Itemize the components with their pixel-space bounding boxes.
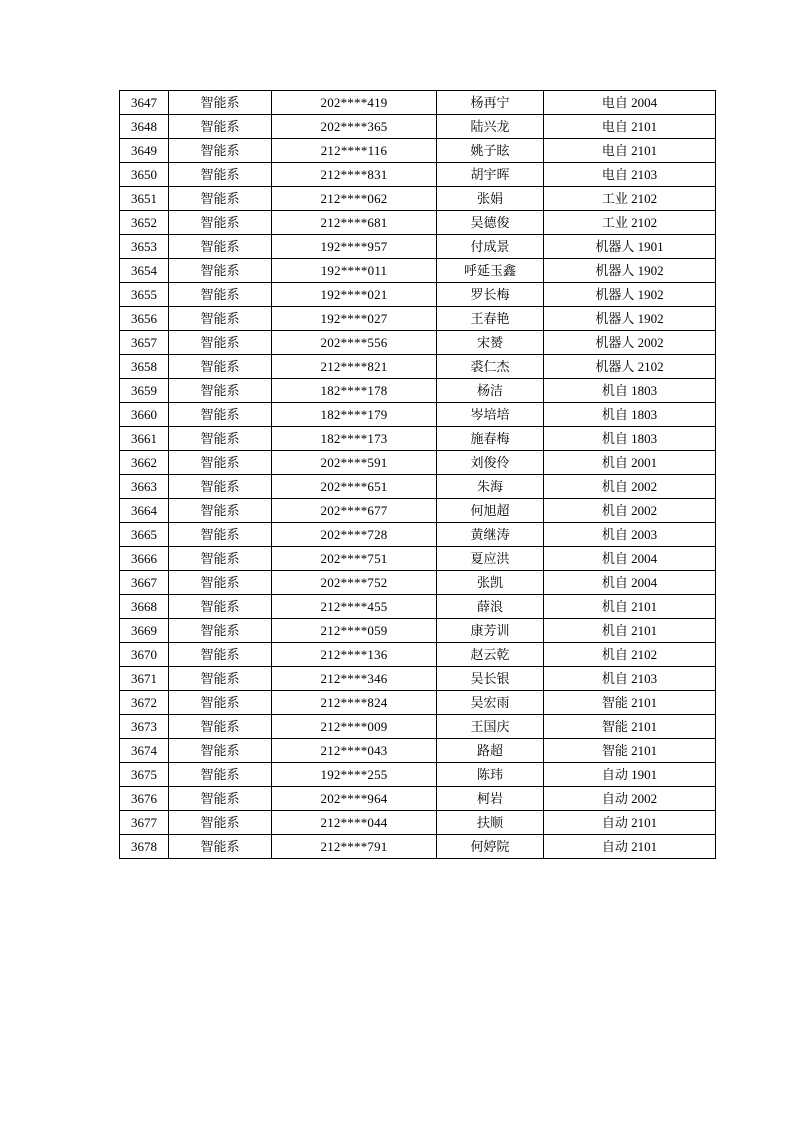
cell-department: 智能系: [169, 835, 272, 859]
cell-id-number: 182****179: [272, 403, 437, 427]
cell-id-number: 212****455: [272, 595, 437, 619]
table-row: [120, 187, 716, 211]
cell-student-name: 黄继涛: [437, 523, 544, 547]
cell-class: 机自 2002: [544, 475, 716, 499]
cell-class: 机器人 2002: [544, 331, 716, 355]
cell-sequence: 3651: [120, 187, 169, 211]
cell-id-number: 212****044: [272, 811, 437, 835]
cell-department: 智能系: [169, 211, 272, 235]
cell-id-number: 212****831: [272, 163, 437, 187]
cell-sequence: 3662: [120, 451, 169, 475]
cell-student-name: 张娟: [437, 187, 544, 211]
cell-class: 机自 2002: [544, 499, 716, 523]
cell-student-name: 张凯: [437, 571, 544, 595]
cell-id-number: 192****027: [272, 307, 437, 331]
cell-department: 智能系: [169, 499, 272, 523]
cell-id-number: 192****957: [272, 235, 437, 259]
table-row: [120, 595, 716, 619]
cell-student-name: 王国庆: [437, 715, 544, 739]
cell-class: 机自 2003: [544, 523, 716, 547]
table-row: [120, 811, 716, 835]
table-row: [120, 403, 716, 427]
table-row: [120, 835, 716, 859]
cell-class: 机自 1803: [544, 379, 716, 403]
cell-class: 智能 2101: [544, 739, 716, 763]
cell-sequence: 3677: [120, 811, 169, 835]
cell-department: 智能系: [169, 547, 272, 571]
cell-sequence: 3672: [120, 691, 169, 715]
cell-department: 智能系: [169, 763, 272, 787]
cell-student-name: 夏应洪: [437, 547, 544, 571]
cell-id-number: 192****021: [272, 283, 437, 307]
cell-id-number: 202****556: [272, 331, 437, 355]
cell-id-number: 212****136: [272, 643, 437, 667]
cell-id-number: 212****059: [272, 619, 437, 643]
cell-department: 智能系: [169, 739, 272, 763]
cell-sequence: 3653: [120, 235, 169, 259]
cell-student-name: 姚子眩: [437, 139, 544, 163]
cell-class: 电自 2103: [544, 163, 716, 187]
cell-sequence: 3648: [120, 115, 169, 139]
table-row: [120, 787, 716, 811]
table-row: [120, 91, 716, 115]
cell-sequence: 3673: [120, 715, 169, 739]
table-row: [120, 451, 716, 475]
cell-department: 智能系: [169, 451, 272, 475]
cell-sequence: 3657: [120, 331, 169, 355]
table-row: [120, 571, 716, 595]
cell-department: 智能系: [169, 691, 272, 715]
cell-sequence: 3666: [120, 547, 169, 571]
cell-student-name: 陈玮: [437, 763, 544, 787]
table-row: [120, 235, 716, 259]
cell-class: 机自 2001: [544, 451, 716, 475]
cell-sequence: 3659: [120, 379, 169, 403]
cell-sequence: 3678: [120, 835, 169, 859]
cell-id-number: 212****824: [272, 691, 437, 715]
cell-class: 机自 1803: [544, 427, 716, 451]
table-row: [120, 691, 716, 715]
table-row: [120, 739, 716, 763]
table-row: [120, 307, 716, 331]
cell-sequence: 3668: [120, 595, 169, 619]
cell-class: 机器人 1902: [544, 307, 716, 331]
cell-department: 智能系: [169, 811, 272, 835]
cell-student-name: 陆兴龙: [437, 115, 544, 139]
cell-sequence: 3652: [120, 211, 169, 235]
table-row: [120, 331, 716, 355]
cell-sequence: 3663: [120, 475, 169, 499]
cell-id-number: 202****591: [272, 451, 437, 475]
cell-student-name: 施春梅: [437, 427, 544, 451]
cell-department: 智能系: [169, 331, 272, 355]
table-row: [120, 643, 716, 667]
table-row: [120, 427, 716, 451]
cell-id-number: 192****011: [272, 259, 437, 283]
cell-class: 智能 2101: [544, 715, 716, 739]
cell-sequence: 3676: [120, 787, 169, 811]
table-row: [120, 163, 716, 187]
cell-id-number: 202****752: [272, 571, 437, 595]
cell-class: 机自 1803: [544, 403, 716, 427]
cell-student-name: 扶顺: [437, 811, 544, 835]
roster-table-wrapper: [119, 90, 692, 859]
cell-department: 智能系: [169, 355, 272, 379]
cell-department: 智能系: [169, 91, 272, 115]
cell-student-name: 罗长梅: [437, 283, 544, 307]
roster-table-body: [120, 91, 716, 859]
cell-class: 电自 2004: [544, 91, 716, 115]
cell-student-name: 薛浪: [437, 595, 544, 619]
cell-id-number: 212****009: [272, 715, 437, 739]
table-row: [120, 715, 716, 739]
table-row: [120, 379, 716, 403]
table-row: [120, 211, 716, 235]
table-row: [120, 547, 716, 571]
cell-sequence: 3655: [120, 283, 169, 307]
cell-class: 自动 1901: [544, 763, 716, 787]
cell-id-number: 212****043: [272, 739, 437, 763]
cell-department: 智能系: [169, 187, 272, 211]
table-row: [120, 139, 716, 163]
cell-sequence: 3656: [120, 307, 169, 331]
cell-class: 智能 2101: [544, 691, 716, 715]
cell-id-number: 202****751: [272, 547, 437, 571]
cell-sequence: 3654: [120, 259, 169, 283]
cell-sequence: 3667: [120, 571, 169, 595]
cell-student-name: 吴宏雨: [437, 691, 544, 715]
cell-department: 智能系: [169, 283, 272, 307]
table-row: [120, 259, 716, 283]
cell-class: 工业 2102: [544, 187, 716, 211]
cell-class: 机自 2004: [544, 547, 716, 571]
cell-class: 机器人 1901: [544, 235, 716, 259]
cell-student-name: 杨再宁: [437, 91, 544, 115]
cell-student-name: 康芳训: [437, 619, 544, 643]
cell-department: 智能系: [169, 403, 272, 427]
cell-class: 自动 2101: [544, 835, 716, 859]
cell-department: 智能系: [169, 115, 272, 139]
cell-sequence: 3671: [120, 667, 169, 691]
cell-student-name: 柯岩: [437, 787, 544, 811]
cell-department: 智能系: [169, 667, 272, 691]
cell-class: 机自 2004: [544, 571, 716, 595]
cell-id-number: 202****419: [272, 91, 437, 115]
cell-department: 智能系: [169, 619, 272, 643]
cell-id-number: 202****728: [272, 523, 437, 547]
cell-sequence: 3649: [120, 139, 169, 163]
table-row: [120, 115, 716, 139]
cell-department: 智能系: [169, 307, 272, 331]
cell-class: 电自 2101: [544, 139, 716, 163]
cell-department: 智能系: [169, 715, 272, 739]
cell-id-number: 202****365: [272, 115, 437, 139]
cell-id-number: 182****178: [272, 379, 437, 403]
cell-department: 智能系: [169, 787, 272, 811]
cell-class: 机器人 1902: [544, 259, 716, 283]
cell-student-name: 何婷院: [437, 835, 544, 859]
table-row: [120, 667, 716, 691]
cell-department: 智能系: [169, 643, 272, 667]
cell-department: 智能系: [169, 523, 272, 547]
cell-id-number: 212****791: [272, 835, 437, 859]
cell-sequence: 3647: [120, 91, 169, 115]
cell-class: 电自 2101: [544, 115, 716, 139]
cell-class: 机器人 1902: [544, 283, 716, 307]
cell-id-number: 202****651: [272, 475, 437, 499]
table-row: [120, 355, 716, 379]
roster-table: [119, 90, 716, 859]
cell-id-number: 202****964: [272, 787, 437, 811]
table-row: [120, 619, 716, 643]
cell-id-number: 212****681: [272, 211, 437, 235]
cell-department: 智能系: [169, 571, 272, 595]
cell-id-number: 182****173: [272, 427, 437, 451]
cell-sequence: 3664: [120, 499, 169, 523]
cell-class: 机器人 2102: [544, 355, 716, 379]
cell-student-name: 胡宇晖: [437, 163, 544, 187]
cell-class: 机自 2101: [544, 595, 716, 619]
cell-sequence: 3665: [120, 523, 169, 547]
cell-department: 智能系: [169, 595, 272, 619]
cell-sequence: 3669: [120, 619, 169, 643]
cell-student-name: 宋赟: [437, 331, 544, 355]
cell-sequence: 3661: [120, 427, 169, 451]
cell-student-name: 刘俊伶: [437, 451, 544, 475]
cell-student-name: 呼延玉鑫: [437, 259, 544, 283]
table-row: [120, 763, 716, 787]
cell-department: 智能系: [169, 379, 272, 403]
cell-id-number: 192****255: [272, 763, 437, 787]
cell-department: 智能系: [169, 475, 272, 499]
cell-id-number: 212****821: [272, 355, 437, 379]
table-row: [120, 475, 716, 499]
cell-student-name: 朱海: [437, 475, 544, 499]
cell-sequence: 3658: [120, 355, 169, 379]
cell-sequence: 3675: [120, 763, 169, 787]
cell-department: 智能系: [169, 259, 272, 283]
cell-class: 机自 2101: [544, 619, 716, 643]
cell-department: 智能系: [169, 163, 272, 187]
cell-id-number: 212****116: [272, 139, 437, 163]
cell-class: 自动 2002: [544, 787, 716, 811]
cell-department: 智能系: [169, 235, 272, 259]
cell-id-number: 202****677: [272, 499, 437, 523]
cell-student-name: 岑培培: [437, 403, 544, 427]
cell-class: 工业 2102: [544, 211, 716, 235]
cell-student-name: 王春艳: [437, 307, 544, 331]
cell-student-name: 吴长银: [437, 667, 544, 691]
cell-sequence: 3670: [120, 643, 169, 667]
cell-student-name: 何旭超: [437, 499, 544, 523]
cell-department: 智能系: [169, 427, 272, 451]
cell-student-name: 路超: [437, 739, 544, 763]
table-row: [120, 523, 716, 547]
cell-student-name: 裘仁杰: [437, 355, 544, 379]
cell-sequence: 3660: [120, 403, 169, 427]
cell-student-name: 吴德俊: [437, 211, 544, 235]
cell-student-name: 付成景: [437, 235, 544, 259]
cell-id-number: 212****346: [272, 667, 437, 691]
cell-student-name: 杨洁: [437, 379, 544, 403]
cell-id-number: 212****062: [272, 187, 437, 211]
cell-sequence: 3674: [120, 739, 169, 763]
cell-student-name: 赵云乾: [437, 643, 544, 667]
cell-class: 机自 2103: [544, 667, 716, 691]
cell-department: 智能系: [169, 139, 272, 163]
table-row: [120, 283, 716, 307]
cell-class: 自动 2101: [544, 811, 716, 835]
table-row: [120, 499, 716, 523]
cell-sequence: 3650: [120, 163, 169, 187]
cell-class: 机自 2102: [544, 643, 716, 667]
